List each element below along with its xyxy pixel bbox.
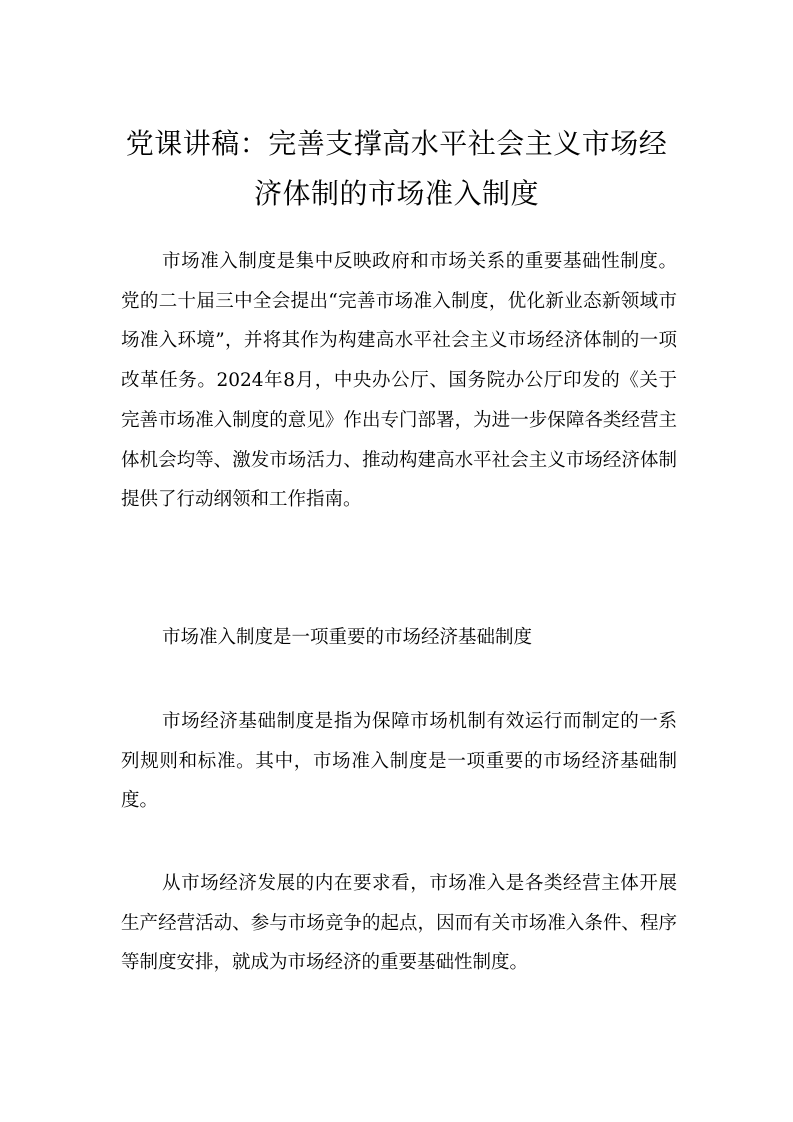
doc-title-line-1: 党课讲稿：完善支撑高水平社会主义市场经 bbox=[125, 127, 668, 160]
paragraph-market-entry: 从市场经济发展的内在要求看，市场准入是各类经营主体开展生产经营活动、参与市场竞争的起点，因而有关市场准入条件、程序等制度安排，就成为市场经济的重要基础性制度。 bbox=[121, 873, 677, 974]
paragraph-intro: 市场准入制度是集中反映政府和市场关系的重要基础性制度。党的二十届三中全会提出“完善市场准入制度，优化新业态新领域市场准入环境”，并将其作为构建高水平社会主义市场经济体制的一项改革任务。2024年8月，中央办公厅、国务院办公厅印发的《关于完善市场准入制度的意见》作出专门部署，为进一步保障各类经营主体机会均等、激发市场活力、推动构建高水平社会主义市场经济体制提供了行动纲领和工作指南。 bbox=[121, 251, 677, 511]
section-heading: 市场准入制度是一项重要的市场经济基础制度 bbox=[162, 627, 533, 648]
paragraph-definition: 市场经济基础制度是指为保障市场机制有效运行而制定的一系列规则和标准。其中，市场准入制度是一项重要的市场经济基础制度。 bbox=[121, 711, 677, 812]
doc-title-line-2: 济体制的市场准入制度 bbox=[253, 177, 539, 210]
